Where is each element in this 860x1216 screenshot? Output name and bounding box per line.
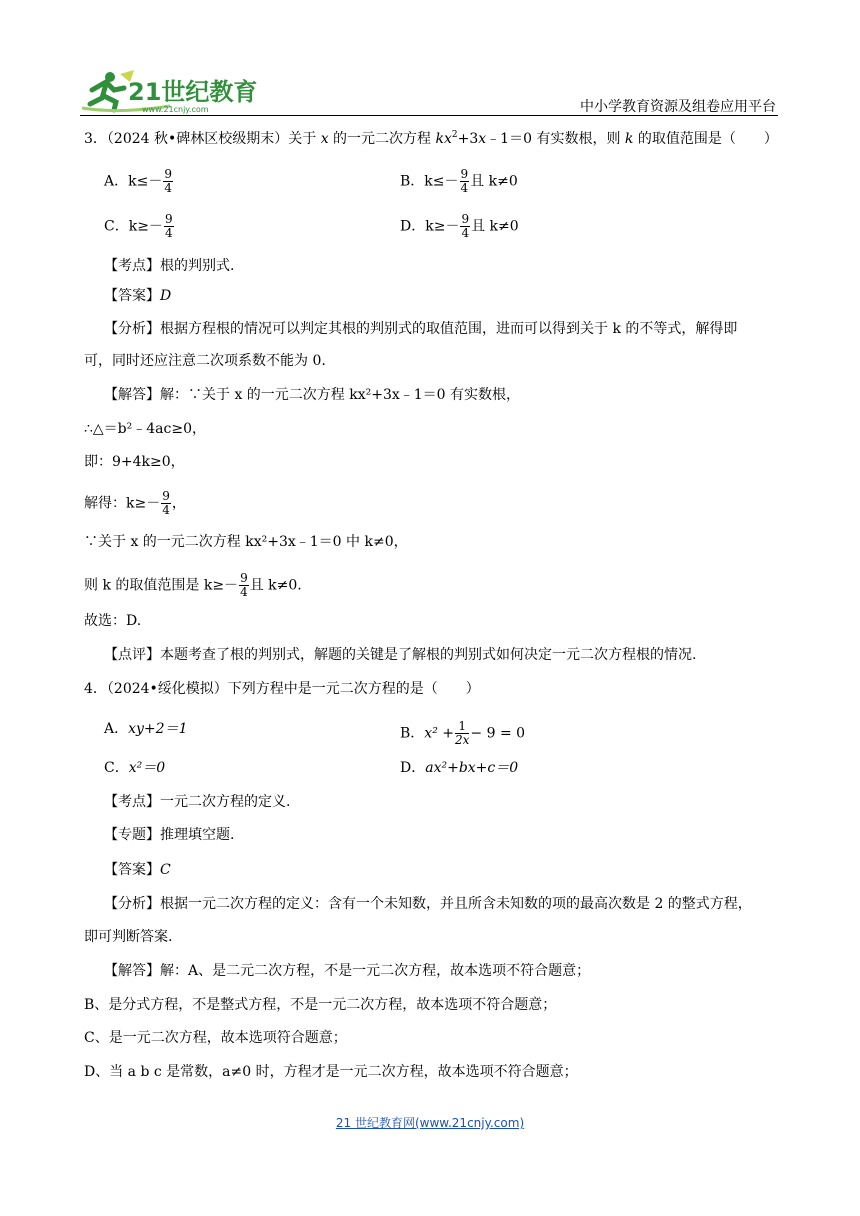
q3-option-a: A．k≤－ $\frac{9}{4}$ — [104, 167, 172, 195]
platform-title: 中小学教育资源及组卷应用平台 — [580, 99, 776, 115]
fraction: $\frac{9}{4}$ — [461, 212, 470, 240]
q3-jieda-line1: 【解答】解：∵关于 x 的一元二次方程 kx²+3x﹣1＝0 有实数根， — [104, 387, 521, 403]
svg-text:www.21cnjy.com: www.21cnjy.com — [142, 105, 209, 114]
q4-jieda-line2: B、是分式方程，不是整式方程，不是一元二次方程，故本选项不符合题意； — [84, 997, 557, 1013]
q3-guxuan: 故选：D. — [84, 613, 142, 629]
q4-option-b: B．x² + $\frac{1}{2x}- 9 = 0$ — [400, 719, 526, 747]
fraction: $\frac{9}{4}$ — [162, 489, 170, 517]
q3-kaodian: 【考点】根的判别式. — [104, 258, 235, 274]
q3-answer: 【答案】D — [104, 288, 172, 304]
header-divider — [80, 115, 778, 116]
q3-jieda-line6: 则 k 的取值范围是 k≥－ $\frac{9}{4}$ 且 k≠0. — [84, 571, 302, 599]
footer-link[interactable]: 21 世纪教育网(www.21cnjy.com) — [335, 1116, 525, 1130]
q4-option-a: A．xy+2＝1 — [104, 721, 188, 737]
fraction: $\frac{9}{4}$ — [164, 167, 172, 195]
fraction: $\frac{1}{2x}$ — [455, 719, 470, 747]
q3-jieda-line5: ∵关于 x 的一元二次方程 kx²+3x﹣1＝0 中 k≠0， — [84, 534, 408, 550]
q3-fenxi-line2: 可，同时还应注意二次项系数不能为 0. — [84, 353, 326, 369]
q4-kaodian: 【考点】一元二次方程的定义. — [104, 794, 291, 810]
q4-fenxi-line2: 即可判断答案. — [84, 929, 173, 945]
q4-jieda-line1: 【解答】解：A、是二元二次方程，不是一元二次方程，故本选项不符合题意； — [104, 963, 591, 979]
svg-text:21世纪教育: 21世纪教育 — [128, 78, 258, 106]
q3-jieda-line3: 即：9+4k≥0， — [84, 454, 185, 470]
q4-answer: 【答案】C — [104, 862, 171, 878]
q3-option-d: D．k≥－ $\frac{9}{4}$ 且 k≠0 — [400, 212, 519, 240]
q3-option-c: C．k≥－ $\frac{9}{4}$ — [104, 212, 173, 240]
fraction: $\frac{9}{4}$ — [460, 167, 469, 195]
q3-stem: 3．（2024 秋•碑林区校级期末）关于 x 的一元二次方程 $kx^2+3x﹣1=0$ 有实数根，则 k 的取值范围是（ ） — [84, 130, 778, 147]
q3-jieda-line2: ∴△＝b²﹣4ac≥0， — [84, 421, 206, 437]
q3-option-b: B．k≤－ $\frac{9}{4}$ 且 k≠0 — [400, 167, 518, 195]
q4-jieda-line3: C、是一元二次方程，故本选项符合题意； — [84, 1030, 347, 1046]
q4-option-c: C．x²＝0 — [104, 760, 166, 776]
q3-jieda-line4: 解得：k≥－ $\frac{9}{4}$ ， — [84, 489, 186, 517]
q4-option-d: D．ax²+bx+c＝0 — [400, 760, 519, 776]
q4-jieda-line4: D、当 a b c 是常数，a≠0 时，方程才是一元二次方程，故本选项不符合题意； — [84, 1064, 578, 1080]
q4-fenxi-line1: 【分析】根据一元二次方程的定义：含有一个未知数，并且所含未知数的项的最高次数是 2 的整式方程， — [104, 896, 752, 912]
q3-dianping: 【点评】本题考查了根的判别式，解题的关键是了解根的判别式如何决定一元二次方程根的情况. — [104, 647, 697, 663]
logo — [80, 68, 270, 114]
fraction: $\frac{9}{4}$ — [164, 212, 173, 240]
runner-logo-icon — [80, 68, 270, 114]
footer — [0, 1114, 860, 1131]
fraction: $\frac{9}{4}$ — [240, 571, 248, 599]
q4-stem: 4．（2024•绥化模拟）下列方程中是一元二次方程的是（ ） — [84, 681, 480, 697]
q4-zhuanti: 【专题】推理填空题. — [104, 827, 235, 843]
q3-fenxi-line1: 【分析】根据方程根的情况可以判定其根的判别式的取值范围，进而可以得到关于 k 的不等式，解得即 — [104, 321, 738, 337]
